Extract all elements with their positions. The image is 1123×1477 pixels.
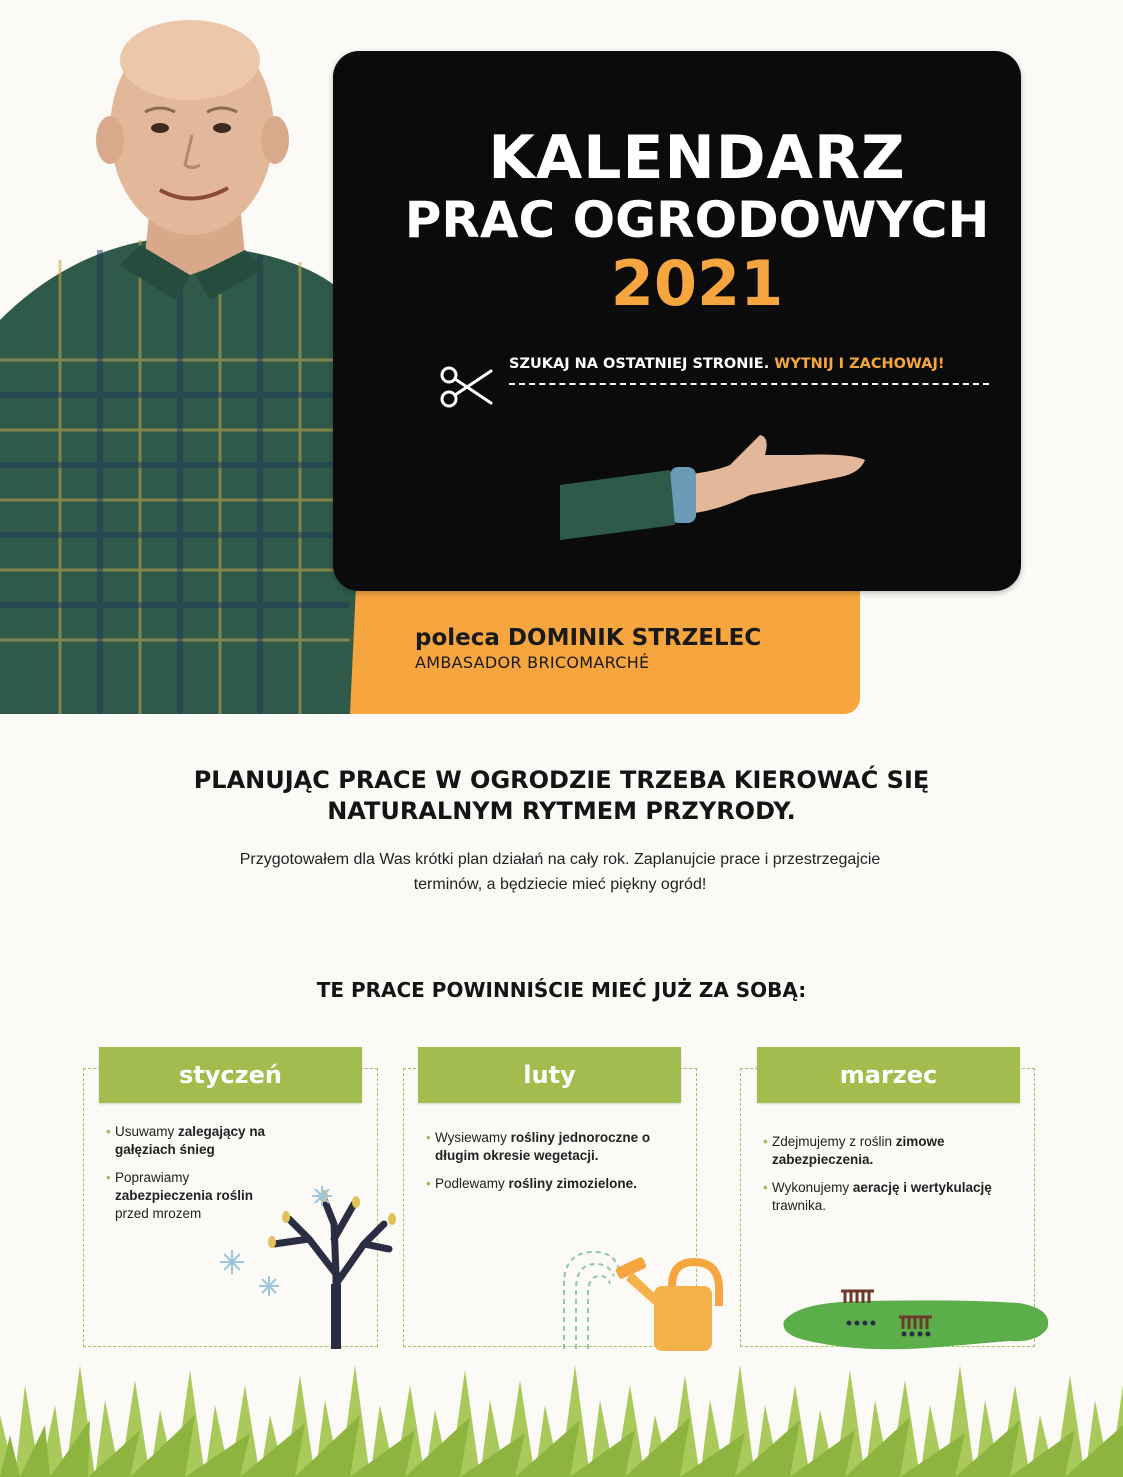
hero-year: 2021 <box>610 247 784 320</box>
cut-dashed-line <box>509 383 989 385</box>
section-title: TE PRACE POWINNIŚCIE MIEĆ JUŻ ZA SOBĄ: <box>316 978 807 1002</box>
main-headline-line1: PLANUJĄC PRACE W OGRODZIE TRZEBA KIEROWAĆ SIĘ <box>193 766 930 794</box>
scissors-icon <box>439 363 495 411</box>
intro-text <box>170 847 950 897</box>
ambassador-title: AMBASADOR BRICOMARCHÉ <box>415 653 650 672</box>
winter-tree-icon <box>214 1184 414 1349</box>
cut-instruction-text: SZUKAJ NA OSTATNIEJ STRONIE. <box>509 356 770 372</box>
month-card-march <box>740 1061 1035 1347</box>
task-item: • Wysiewamy rośliny jednoroczne o długim okresie wegetacji. <box>426 1129 686 1165</box>
ambassador-name: DOMINIK STRZELEC <box>507 625 762 651</box>
watering-can-icon <box>554 1244 734 1356</box>
task-list <box>763 1133 1023 1225</box>
recommendation-prefix: poleca <box>415 625 500 651</box>
task-list <box>426 1129 686 1203</box>
hero-title-line2: PRAC OGRODOWYCH <box>404 191 990 249</box>
recommendation <box>415 625 761 672</box>
month-label: marzec <box>757 1047 1020 1103</box>
month-card-january <box>83 1061 378 1347</box>
month-label: styczeń <box>99 1047 362 1103</box>
cut-instruction <box>509 356 945 372</box>
recommendation-line <box>415 625 761 651</box>
hero-title-line1: KALENDARZ <box>488 123 906 193</box>
grass-decoration <box>0 1345 1123 1477</box>
main-headline-line2: NATURALNYM RYTMEM PRZYRODY. <box>327 797 796 825</box>
task-item: • Zdejmujemy z roślin zimowe zabezpieczenia. <box>763 1133 1023 1169</box>
task-item: • Wykonujemy aerację i wertykulację trawnika. <box>763 1179 1023 1215</box>
task-item: • Usuwamy zalegający na gałęziach śnieg <box>106 1123 286 1159</box>
ambassador-hand <box>560 425 870 545</box>
intro-text-line1: Przygotowałem dla Was krótki plan działań na cały rok. Zaplanujcie prace i przestrzegajcie <box>239 851 881 868</box>
main-headline <box>0 765 1123 827</box>
month-label: luty <box>418 1047 681 1103</box>
month-card-february <box>403 1061 697 1347</box>
task-item: • Podlewamy rośliny zimozielone. <box>426 1175 686 1193</box>
intro-text-line2: terminów, a będziecie mieć piękny ogród! <box>413 876 707 893</box>
task-item: • Poprawiamy zabezpieczenia roślin przed mrozem <box>106 1169 286 1223</box>
cut-instruction-accent: WYTNIJ I ZACHOWAJ! <box>774 356 945 372</box>
